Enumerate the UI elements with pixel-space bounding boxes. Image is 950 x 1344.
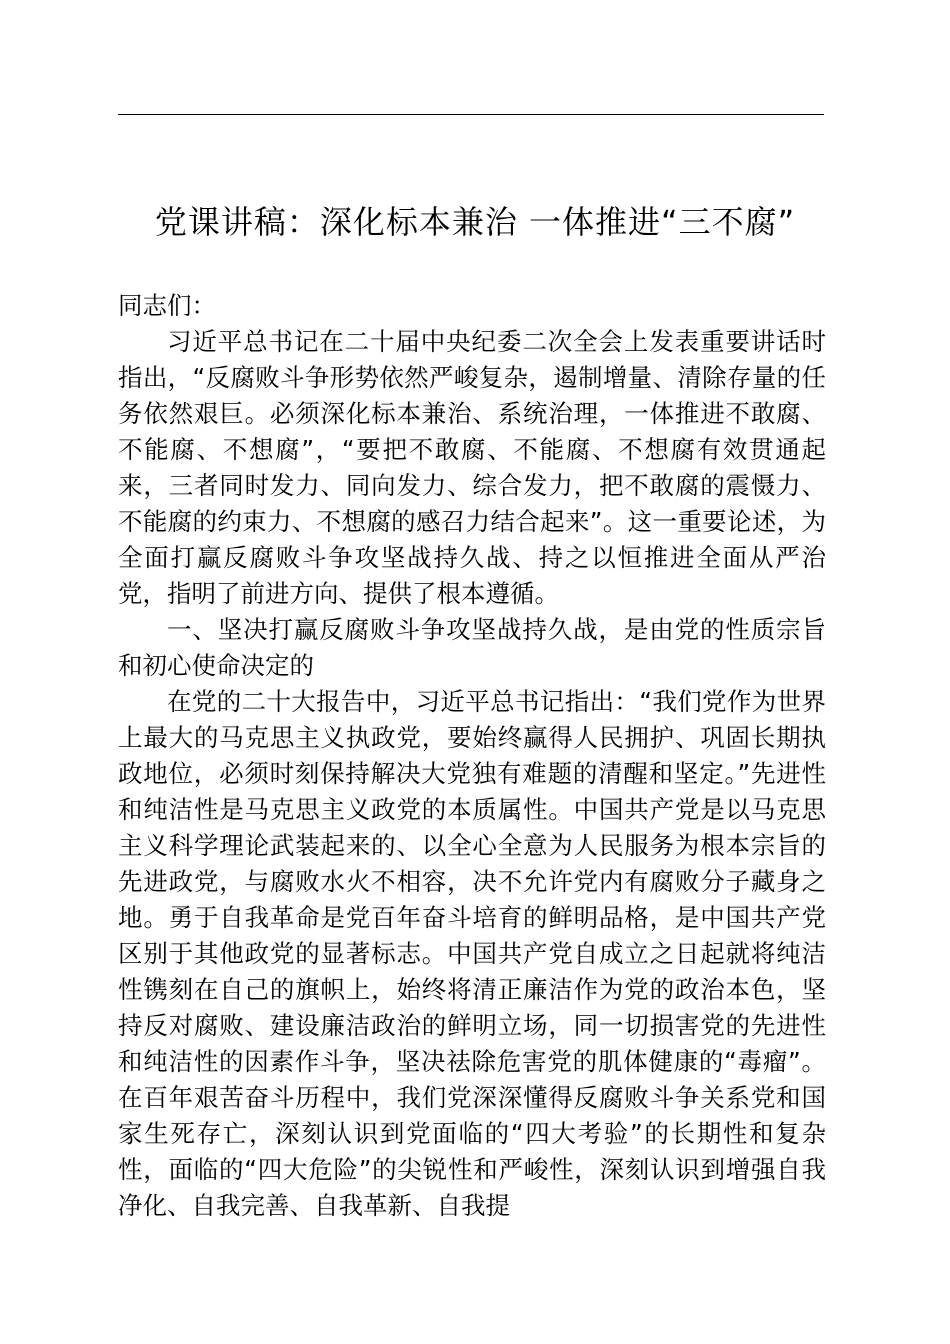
document-title: 党课讲稿：深化标本兼治 一体推进“三不腐”	[154, 203, 796, 241]
body-paragraph: 习近平总书记在二十届中央纪委二次全会上发表重要讲话时指出，“反腐败斗争形势依然严峻复杂，遏制增量、清除存量的任务依然艰巨。必须深化标本兼治、系统治理，一体推进不敢腐、不能腐、不想腐”，“要把不敢腐、不能腐、不想腐有效贯通起来，三者同时发力、同向发力、综合发力，把不敢腐的震慑力、不能腐的约束力、不想腐的感召力结合起来”。这一重要论述，为全面打赢反腐败斗争攻坚战持久战、持之以恒推进全面从严治党，指明了前进方向、提供了根本遵循。	[118, 327, 826, 608]
document-body	[118, 288, 826, 1224]
salutation: 同志们：	[118, 291, 216, 320]
header-rule	[118, 114, 824, 115]
section-heading: 一、坚决打赢反腐败斗争攻坚战持久战，是由党的性质宗旨和初心使命决定的	[118, 615, 826, 680]
body-paragraph: 在党的二十大报告中，习近平总书记指出：“我们党作为世界上最大的马克思主义执政党，要始终赢得人民拥护、巩固长期执政地位，必须时刻保持解决大党独有难题的清醒和坚定。”先进性和纯洁性是马克思主义政党的本质属性。中国共产党是以马克思主义科学理论武装起来的、以全心全意为人民服务为根本宗旨的先进政党，与腐败水火不相容，决不允许党内有腐败分子藏身之地。勇于自我革命是党百年奋斗培育的鲜明品格，是中国共产党区别于其他政党的显著标志。中国共产党自成立之日起就将纯洁性镌刻在自己的旗帜上，始终将清正廉洁作为党的政治本色，坚持反对腐败、建设廉洁政治的鲜明立场，同一切损害党的先进性和纯洁性的因素作斗争，坚决祛除危害党的肌体健康的“毒瘤”。在百年艰苦奋斗历程中，我们党深深懂得反腐败斗争关系党和国家生死存亡，深刻认识到党面临的“四大考验”的长期性和复杂性，面临的“四大危险”的尖锐性和严峻性，深刻认识到增强自我净化、自我完善、自我革新、自我提	[118, 687, 826, 1220]
